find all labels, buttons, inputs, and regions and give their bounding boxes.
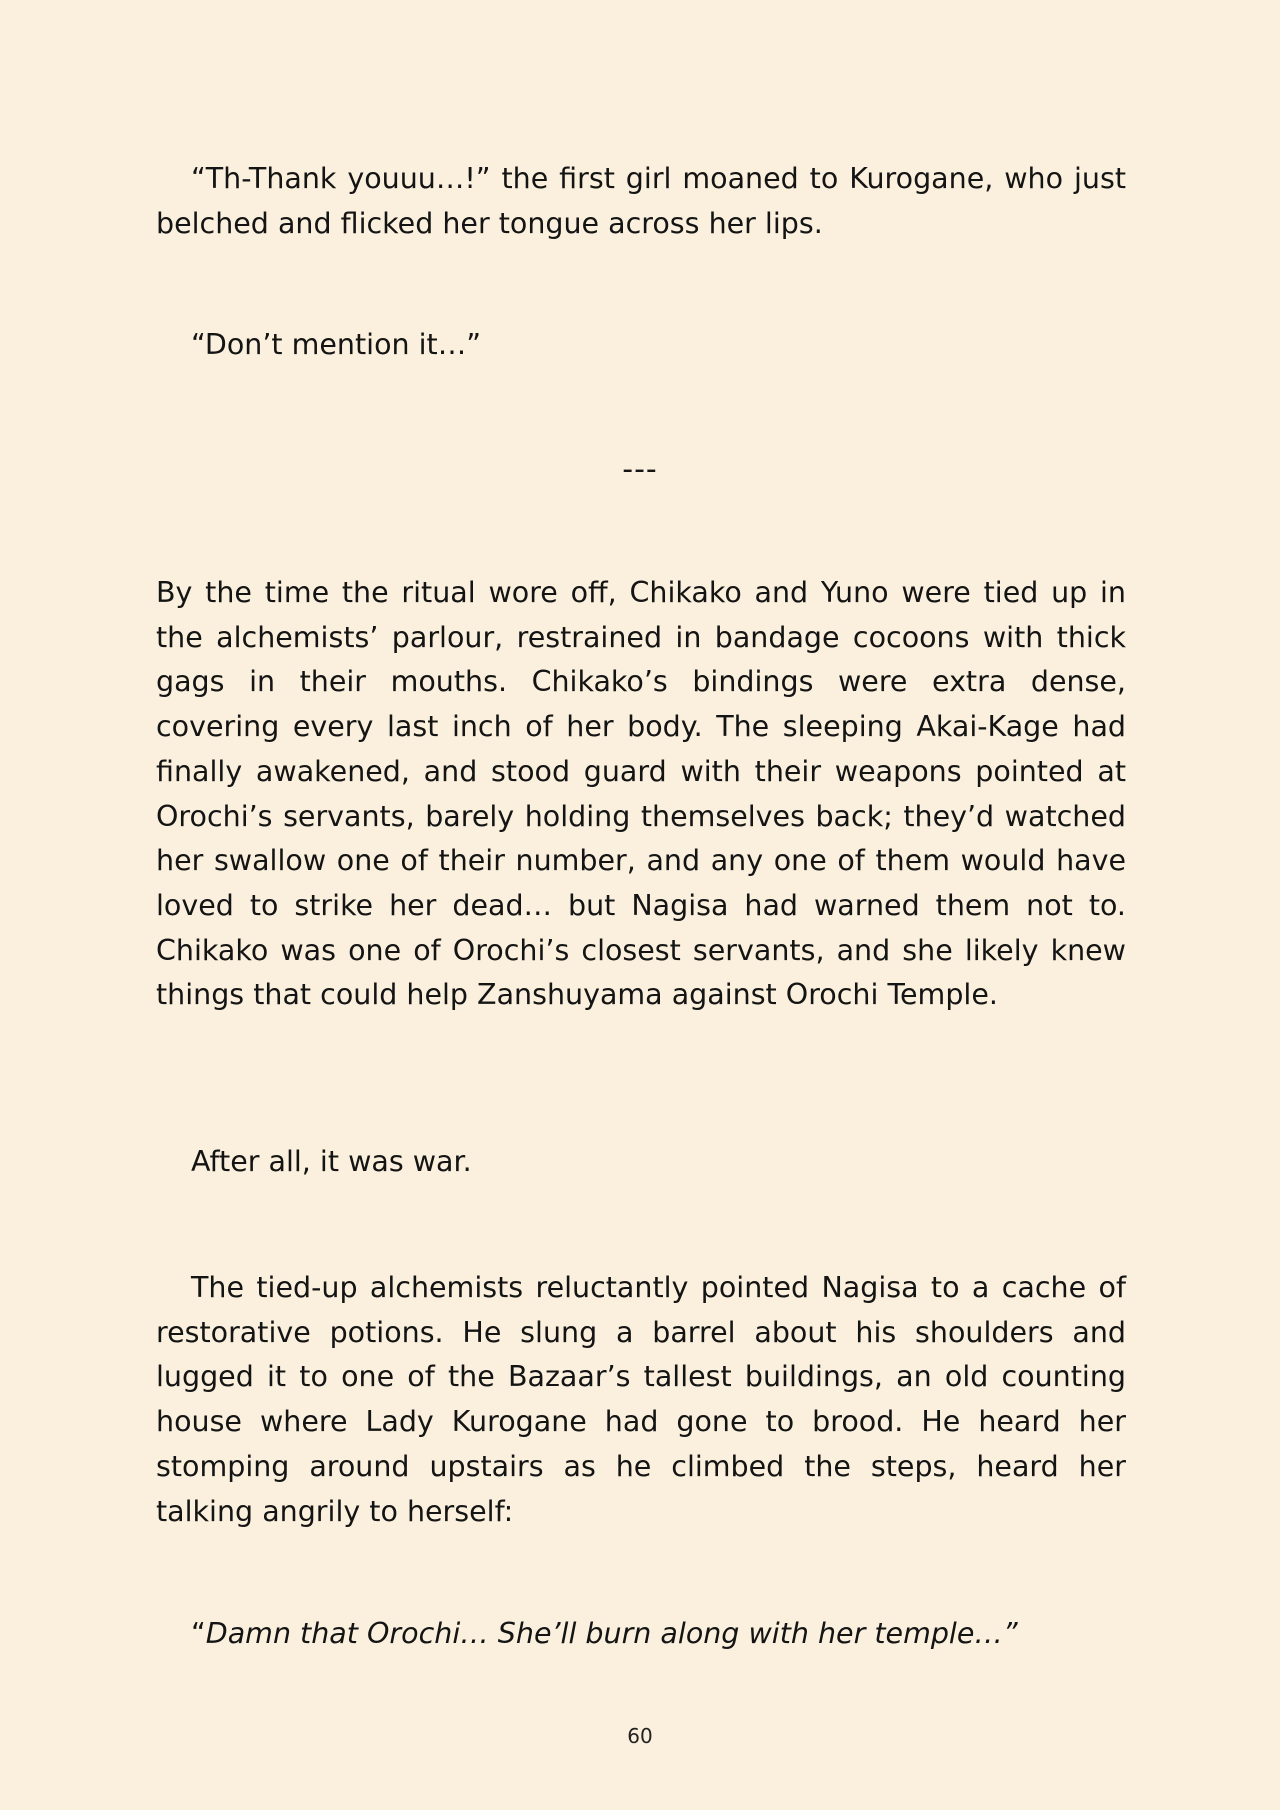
opening-quote-mark: “ — [191, 1617, 206, 1650]
page-number: 60 — [627, 1724, 653, 1748]
scene-break-separator: --- — [622, 452, 658, 487]
italic-quote-text: Damn that Orochi… She’ll burn along with her temple…” — [205, 1617, 1018, 1650]
paragraph-it-was-war: After all, it was war. — [191, 1145, 472, 1178]
paragraph-ritual-wore-off: By the time the ritual wore off, Chikako and Yuno were tied up in the alchemists’ parlour, restrained in bandage cocoons with thick gags in their mouths. Chikako’s bindings were extra dense, covering every last inch of her body. The sleeping Akai-Kage had finally awakened, and stood guard with their weapons pointed at Orochi’s servants, barely holding themselves back; they’d watched her swallow one of their number, and any one of them would have loved to strike her dead… but Nagisa had warned them not to. Chikako was one of Orochi’s closest servants, and she likely knew things that could help Zanshuyama against Orochi Temple. — [156, 576, 1126, 1012]
paragraph-alchemists-cache: The tied-up alchemists reluctantly pointed Nagisa to a cache of restorative potions. He slung a barrel about his shoulders and lugged it to one of the Bazaar’s tallest buildings, an old counting house where Lady Kurogane had gone to brood. He heard her stomping around upstairs as he climbed the steps, heard her talking angrily to herself: — [156, 1271, 1126, 1528]
paragraph-thank-you: “Th-Thank youuu…!” the first girl moaned to Kurogane, who just belched and flicked her tongue across her lips. — [156, 162, 1126, 240]
paragraph-damn-orochi — [156, 1612, 1126, 1657]
paragraph-dont-mention-it: “Don’t mention it…” — [191, 328, 481, 361]
